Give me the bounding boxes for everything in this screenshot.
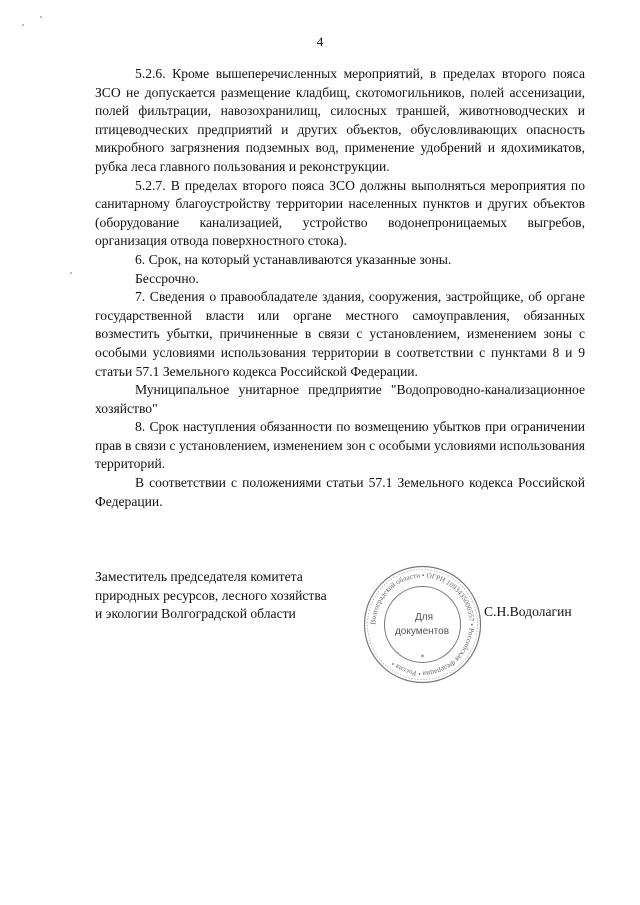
scan-mark bbox=[40, 16, 42, 18]
paragraph-6-heading: 6. Срок, на который устанавливаются указанные зоны. bbox=[135, 251, 452, 267]
paragraph-8-heading: 8. Срок наступления обязанности по возмещению убытков при ограничении прав в связи с установлением, изменением зон с особыми условиями использования территорий. bbox=[95, 419, 585, 472]
seal-center-line-1: Для bbox=[414, 612, 434, 623]
paragraph-7-heading: 7. Сведения о правообладателе здания, сооружения, застройщике, об органе государственной власти или органе местного самоуправления, обязанных возместить убытки, причиненные в связи с установлением, изменением зоны с особыми условиями использования территории в соответствии с пунктами 8 и 9 статьи 57.1 Земельного кодекса Российской Федерации. bbox=[95, 289, 585, 379]
page-number: 4 bbox=[316, 34, 324, 49]
paragraph-6-value: Бессрочно. bbox=[135, 270, 199, 286]
paragraph-5-2-7: 5.2.7. В пределах второго пояса ЗСО должны выполняться мероприятия по санитарному благоустройству территории населенных пунктов и других объектов (оборудование канализацией, устройство водонепроницаемых выгребов, организация отвода поверхностного стока). bbox=[95, 177, 585, 249]
document-body bbox=[95, 65, 585, 511]
scan-mark bbox=[70, 272, 72, 274]
paragraph-5-2-6: 5.2.6. Кроме вышеперечисленных мероприятий, в пределах второго пояса ЗСО не допускается размещение кладбищ, скотомогильников, полей ассенизации, полей фильтрации, навозохранилищ, силосных траншей, животноводческих и птицеводческих предприятий и других объектов, обусловливающих опасность микробного загрязнения подземных вод, применение удобрений и ядохимикатов, рубка леса главного пользования и реконструкции. bbox=[95, 66, 585, 174]
signer-position bbox=[95, 568, 327, 624]
signer-position-line-2: природных ресурсов, лесного хозяйства bbox=[95, 587, 327, 603]
official-seal bbox=[360, 562, 485, 687]
seal-center-line-2: документов bbox=[394, 626, 450, 637]
scan-mark bbox=[22, 24, 24, 26]
seal-graphic bbox=[360, 562, 485, 687]
seal-ring-text: Волгоградской области • ОГРН 1093435000557 • Российская Федерация • Россия • bbox=[369, 571, 476, 678]
seal-star-icon: * bbox=[420, 653, 425, 662]
paragraph-8-value: В соответствии с положениями статьи 57.1 Земельного кодекса Российской Федерации. bbox=[95, 475, 585, 509]
signer-position-line-1: Заместитель председателя комитета bbox=[95, 569, 303, 584]
signer-name: С.Н.Водолагин bbox=[484, 604, 572, 619]
signer-position-line-3: и экологии Волгоградской области bbox=[95, 606, 296, 622]
paragraph-7-value: Муниципальное унитарное предприятие "Водопроводно-канализационное хозяйство" bbox=[95, 382, 585, 416]
